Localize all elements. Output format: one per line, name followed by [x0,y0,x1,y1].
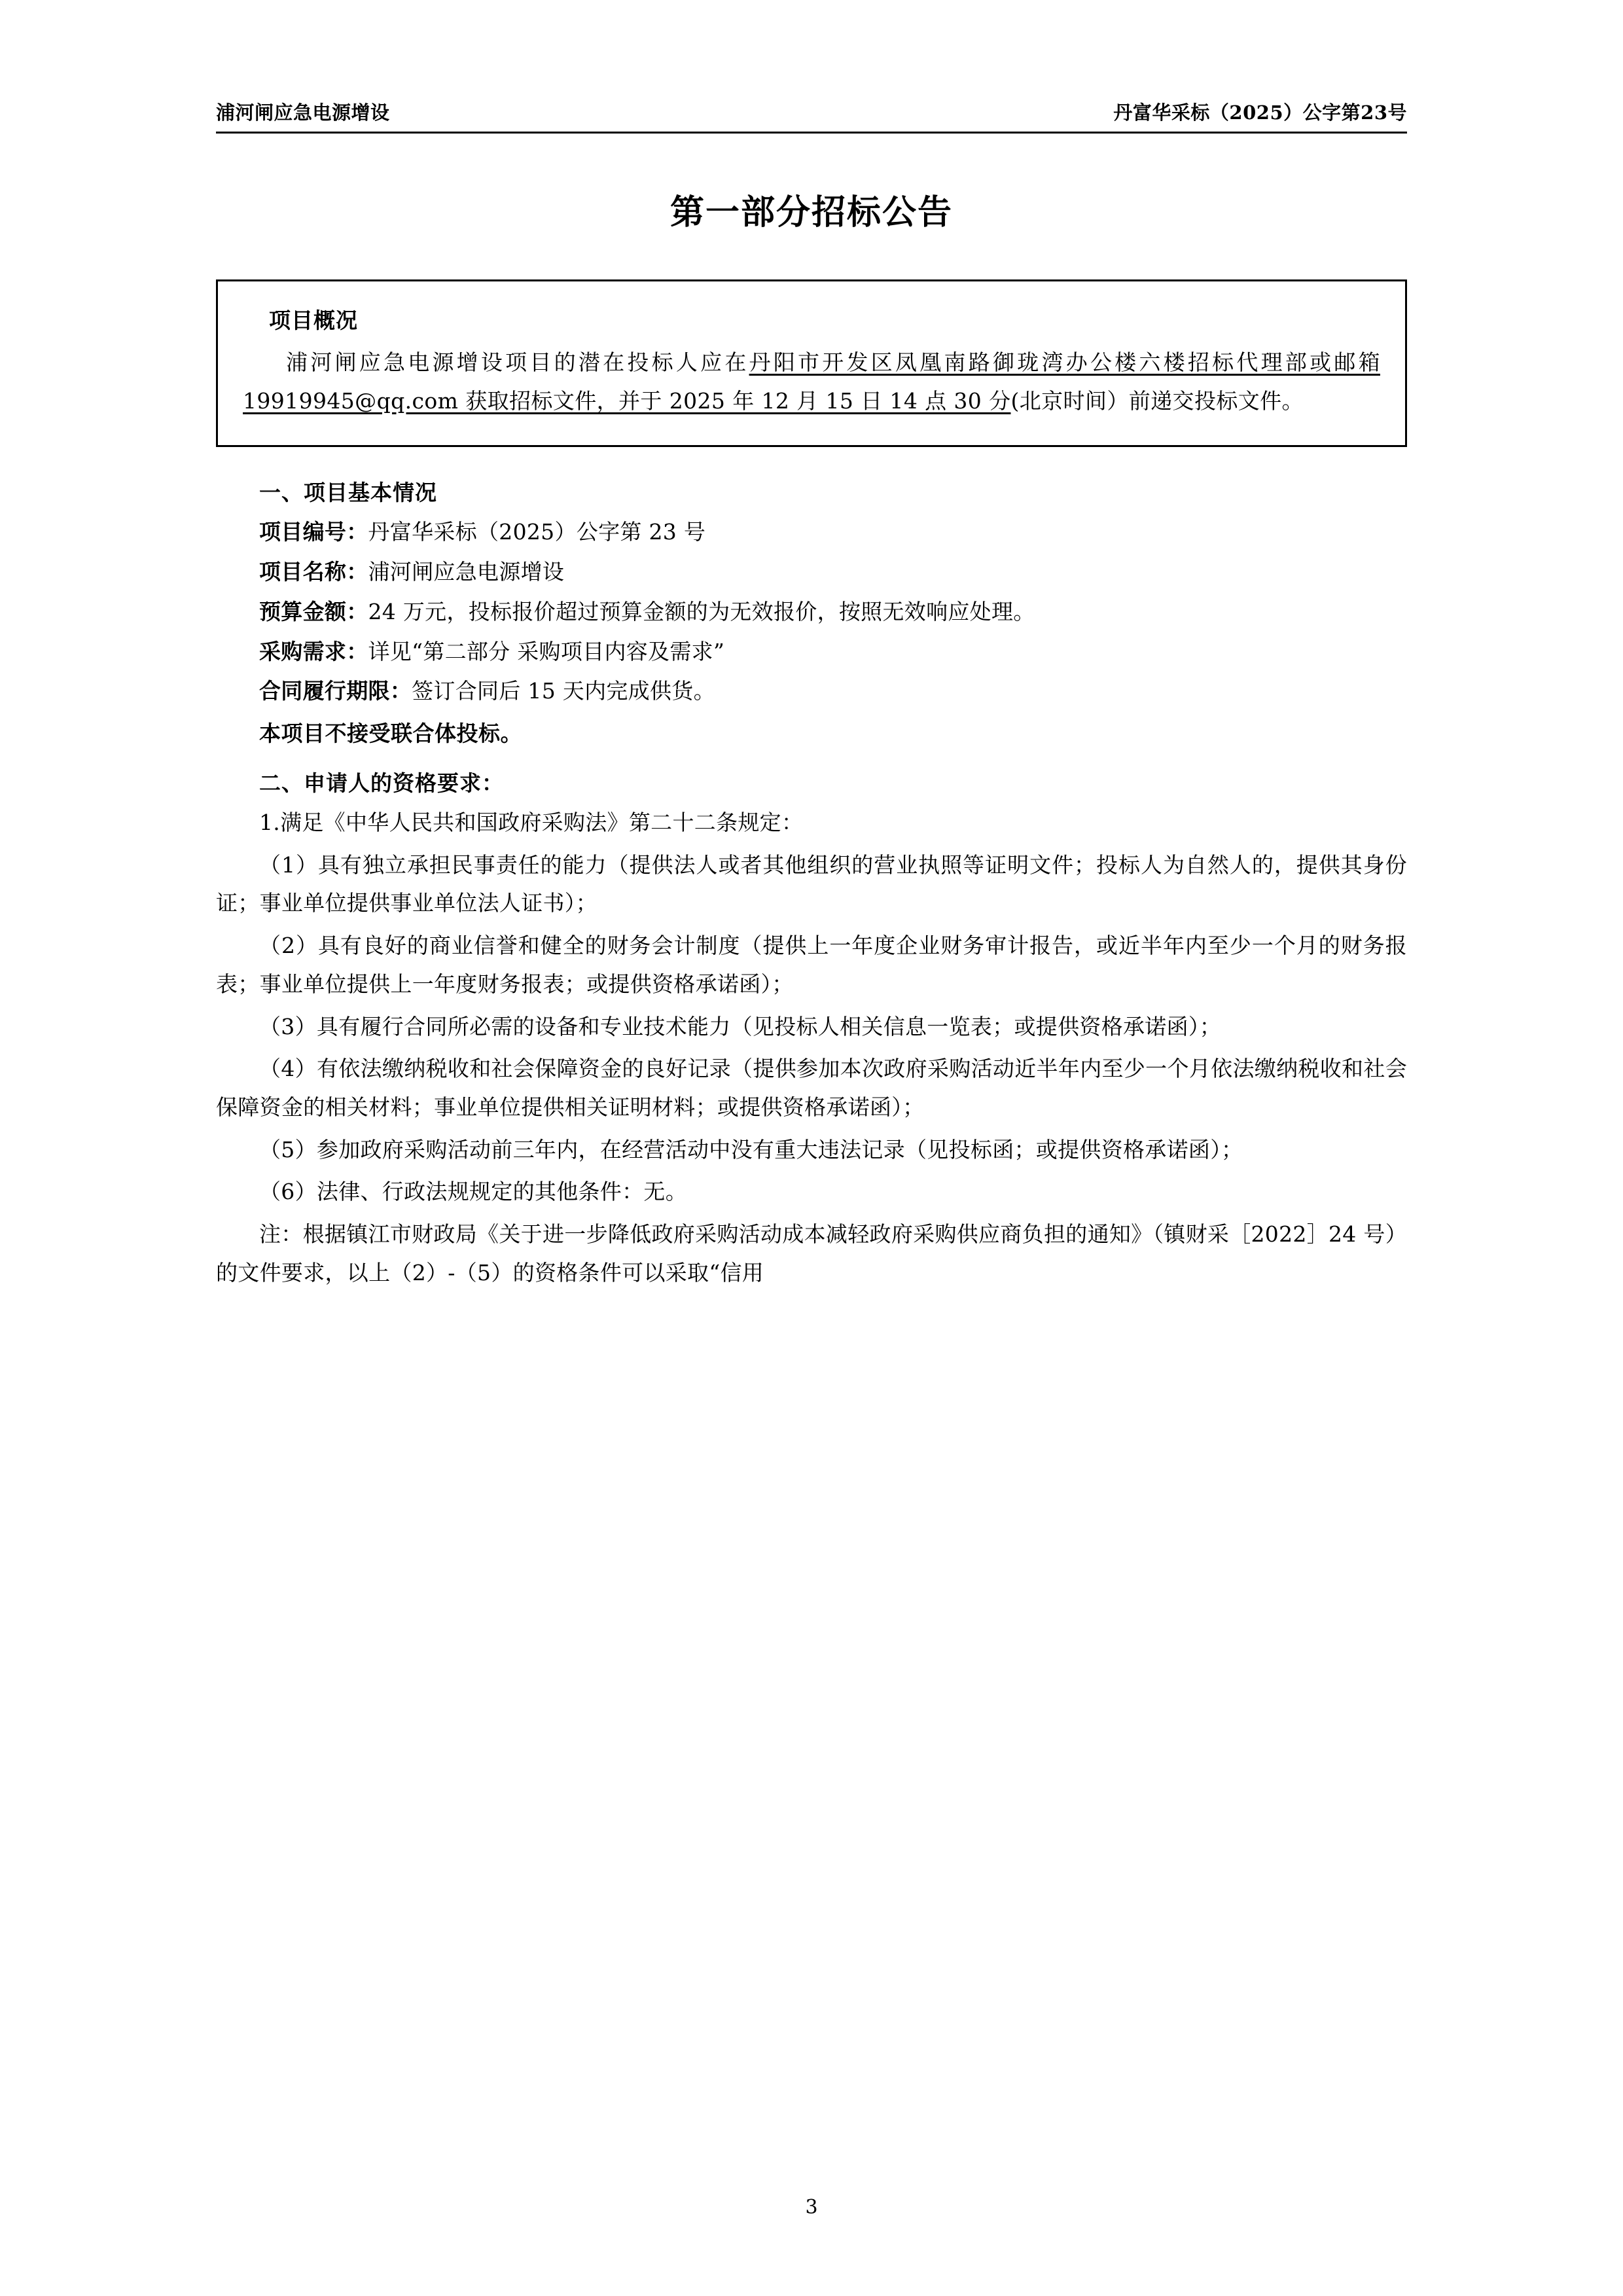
overview-text [243,344,1380,420]
overview-text-part1: 浦河闸应急电源增设项目的潜在投标人应在 [286,350,749,375]
qualification-paragraph-2: （1）具有独立承担民事责任的能力（提供法人或者其他组织的营业执照等证明文件；投标人为自然人的，提供其身份证；事业单位提供事业单位法人证书）； [216,852,1407,916]
overview-heading: 项目概况 [269,308,358,333]
field-project-number-label: 项目编号： [259,519,368,545]
field-project-name-value: 浦河闸应急电源增设 [368,559,565,585]
page-number: 3 [805,2196,818,2219]
header-document-number: 丹富华采标（2025）公字第23号 [1113,101,1407,124]
overview-text-underlined: 丹阳市开发区凤凰南路御珑湾办公楼六楼招标代理部或邮箱 19919945@qq.com 获取招标文件，并于 2025 年 12 月 15 日 14 点 30 分 [243,350,1380,414]
no-consortium-note: 本项目不接受联合体投标。 [259,721,522,747]
page-header [216,98,1407,134]
qualification-paragraph-7: （6）法律、行政法规规定的其他条件：无。 [259,1179,687,1205]
field-procurement-demand-value: 详见“第二部分 采购项目内容及需求” [368,638,725,664]
overview-text-part3: (北京时间）前递交投标文件。 [1010,387,1304,414]
field-procurement-demand [216,633,1407,672]
field-project-name [216,553,1407,592]
qualification-paragraph-3: （2）具有良好的商业信誉和健全的财务会计制度（提供上一年度企业财务审计报告，或近半年内至少一个月的财务报表；事业单位提供上一年度财务报表；或提供资格承诺函）； [216,933,1407,997]
qualification-paragraph-4: （3）具有履行合同所必需的设备和专业技术能力（见投标人相关信息一览表；或提供资格承诺函）； [259,1013,1221,1039]
qualification-paragraph-5: （4）有依法缴纳税收和社会保障资金的良好记录（提供参加本次政府采购活动近半年内至少一个月依法缴纳税收和社会保障资金的相关材料；事业单位提供相关证明材料；或提供资格承诺函）； [216,1056,1407,1121]
field-budget-label: 预算金额： [259,598,368,624]
header-project-name: 浦河闸应急电源增设 [216,101,390,124]
section-heading-basic-info: 一、项目基本情况 [259,480,437,506]
qualification-paragraph-1: 1.满足《中华人民共和国政府采购法》第二十二条规定： [259,809,804,835]
field-contract-period [216,672,1407,711]
field-project-name-label: 项目名称： [259,559,368,585]
project-overview-box [216,279,1407,447]
qualification-paragraph-6: （5）参加政府采购活动前三年内，在经营活动中没有重大违法记录（见投标函；或提供资格承诺函）； [259,1136,1243,1162]
qualification-note: 注：根据镇江市财政局《关于进一步降低政府采购活动成本减轻政府采购供应商负担的通知》（镇财采［2022］24 号）的文件要求，以上（2）-（5）的资格条件可以采取“信用 [216,1221,1407,1285]
field-budget-value: 24 万元，投标报价超过预算金额的为无效报价，按照无效响应处理。 [368,598,1035,624]
field-procurement-demand-label: 采购需求： [259,638,368,664]
field-budget [216,593,1407,632]
field-contract-period-label: 合同履行期限： [259,678,412,704]
field-project-number [216,513,1407,552]
section-heading-qualification: 二、申请人的资格要求： [259,770,504,796]
field-project-number-value: 丹富华采标（2025）公字第 23 号 [368,519,706,545]
page-title: 第一部分招标公告 [669,192,953,232]
field-contract-period-value: 签订合同后 15 天内完成供货。 [412,678,715,704]
